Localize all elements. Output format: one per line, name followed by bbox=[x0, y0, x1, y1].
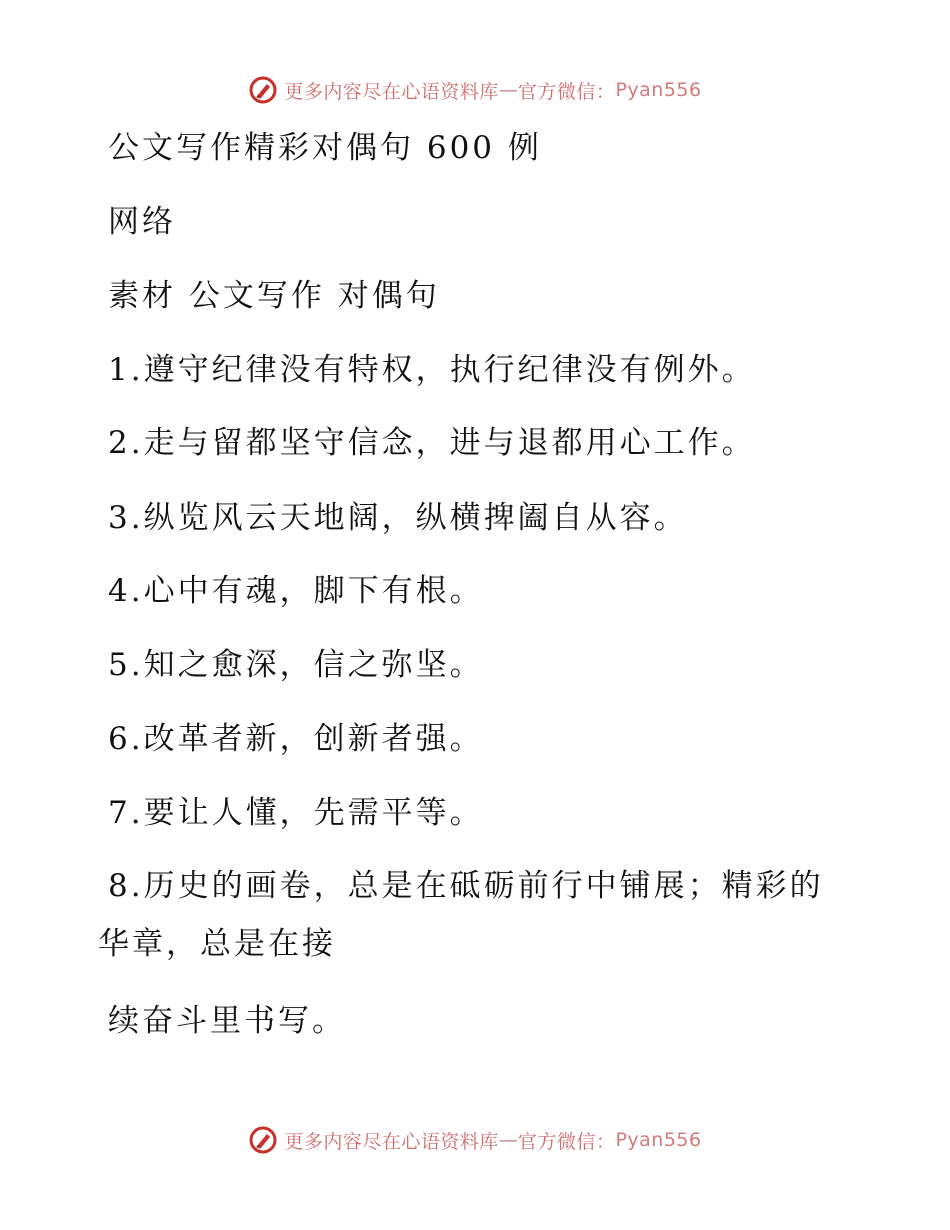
watermark-text: 更多内容尽在心语资料库 bbox=[284, 1130, 499, 1153]
document-title: 公文写作精彩对偶句 600 例 bbox=[108, 130, 542, 166]
list-item-wrap: 华章，总是在接 bbox=[98, 926, 336, 962]
watermark-label: 官方微信： bbox=[517, 80, 616, 103]
list-item: 3.纵览风云天地阔，纵横捭阖自从容。 bbox=[108, 500, 688, 536]
footer-watermark bbox=[0, 1120, 950, 1160]
watermark-handle: Pyan556 bbox=[615, 79, 702, 101]
list-item: 8.历史的画卷，总是在砥砺前行中铺展；精彩的 bbox=[108, 868, 824, 904]
header-watermark bbox=[0, 70, 950, 110]
list-item: 1.遵守纪律没有特权，执行纪律没有例外。 bbox=[108, 352, 756, 388]
document-tags: 素材 公文写作 对偶句 bbox=[108, 278, 440, 314]
list-item-continued: 续奋斗里书写。 bbox=[108, 1003, 346, 1039]
pen-logo-icon bbox=[248, 1125, 278, 1155]
list-item: 5.知之愈深，信之弥坚。 bbox=[108, 647, 484, 683]
list-item: 2.走与留都坚守信念，进与退都用心工作。 bbox=[108, 425, 756, 461]
watermark-handle: Pyan556 bbox=[615, 1129, 702, 1151]
watermark-text: 更多内容尽在心语资料库 bbox=[284, 80, 499, 103]
list-item: 6.改革者新，创新者强。 bbox=[108, 721, 484, 757]
pen-logo-icon bbox=[248, 75, 278, 105]
watermark-separator: — bbox=[498, 79, 518, 101]
watermark-separator: — bbox=[498, 1129, 518, 1151]
document-source: 网络 bbox=[108, 204, 176, 240]
list-item: 7.要让人懂，先需平等。 bbox=[108, 795, 484, 831]
watermark-label: 官方微信： bbox=[517, 1130, 616, 1153]
list-item: 4.心中有魂，脚下有根。 bbox=[108, 573, 484, 609]
